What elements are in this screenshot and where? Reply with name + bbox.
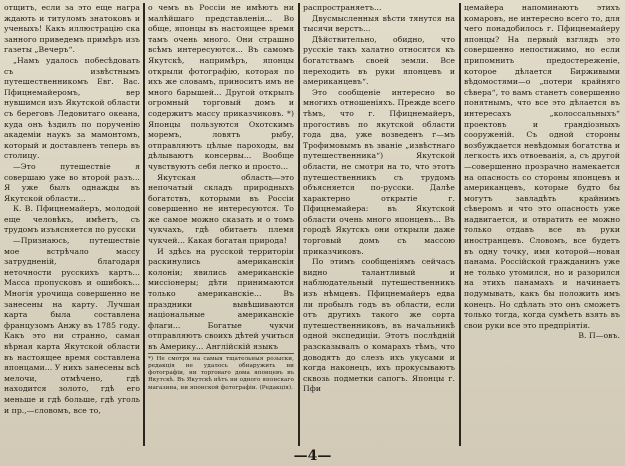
column-1 bbox=[4, 3, 140, 416]
col3-paragraph-3: Дѣйствительно, обидно, что русскіе такъ халатно относятся къ богатствамъ своей земли. Все переходить въ руки японцевъ и американцевъ“. bbox=[303, 34, 455, 87]
editorial-footnote: *) Не смотря на самыя тщательныя розыски, редакція не удалось обнаружить ни фотографіи, ни торговаго дома японцевъ въ Якутскѣ. Въ Якутскѣ нѣтъ ни одного японскаго магазина, ни японской фотографіи. (Редакція). bbox=[148, 353, 294, 392]
col3-paragraph-2: Двусмысленныя вѣсти тянутся на тысячи верстъ... bbox=[303, 13, 455, 34]
col4-paragraph-1: цемайера напоминаютъ этихъ комаровъ, не интересно всего то, для чего понадобилось г. Пфицнемайеру японцы? На первый взглядъ это совершенно непостижимо, но если припомнить предостереженіе, которое дѣлается Бирживыми вѣдомостями—о „потери крайняго сѣвера“, то вамъ станетъ совершенно понятнымъ, что все это дѣлается въ интересахъ „колоссальныхъ“ проектовъ и грандіозныхъ сооруженій. Съ одной стороны возбуждается невѣдомыя богатства и легкость ихъ отвоеванія, а, съ другой—совершенно прозрачно намекается на опасность со стороны японцевъ и американцевъ, которые будто бы могутъ завладѣть крайнимъ сѣверомъ и что это опасность уже надвигается, и отвратить ее можно только отдавъ все въ руки иностранцевъ. Словомъ, все будетъ въ одну точку, имя которой—новая панама. Россійской гражданинъ уже не только утомился, но и разорился на этихъ панамахъ и начинаетъ подумывать, какъ бы положить имъ конецъ. Но сдѣлать это онъ сможетъ только тогда, когда сумѣетъ взять въ свои руки все это предпріятія. bbox=[464, 3, 620, 330]
col1-paragraph-1: отщитъ, если за это еще награ ждають и титуломъ знатоковъ и ученыхъ! Какъ иллюстрацію ска занного приведемъ примѣръ изъ газеты „Вечеръ“. bbox=[4, 3, 140, 55]
col3-paragraph-5: По этимъ сообщеніямъ сейчасъ видно талантливый и наблюдательный путешественникъ изъ нѣмцевъ. Пфицнемайеръ едва ли пробылъ годъ въ области, если отъ другихъ такого же сорта путешественниковъ, въ начальникѣ одной экспедиціи. Этотъ послѣдній разсказывалъ о комарахъ тѣмъ, что доводятъ до слезъ ихъ укусами и когда наконецъ, ихъ прокусываютъ сквозь подметки сапогъ. Японцы г. Пфи bbox=[303, 257, 455, 394]
column-divider bbox=[143, 3, 145, 446]
column-divider bbox=[459, 3, 461, 446]
column-3 bbox=[303, 3, 455, 395]
page-number: —4— bbox=[293, 448, 332, 464]
col1-paragraph-3: —Это путешествіе я совершаю уже во второй разъ... Я уже былъ однажды въ Якутской области... bbox=[4, 161, 140, 203]
column-divider bbox=[298, 3, 300, 446]
col3-paragraph-4: Это сообщеніе интересно во многихъ отношеніяхъ. Прежде всего тѣмъ, что г. Пфицнемайеръ, прогостивъ по якутской области года два, уже возведенъ г—мъ Трофимовымъ въ званіе „извѣстнаго путешественника“) Якутской области, не смотря на то, что этотъ путешественникъ съ трудомъ объясняется по-русски. Далѣе характерно открытіе г. Пфицнемайера: въ Якутской области очень много японцевъ... Въ городѣ Якутскъ они открыли даже торговый домъ съ массою приказчиковъ. bbox=[303, 87, 455, 256]
col1-paragraph-2: „Намъ удалось побесѣдовать съ извѣстнымъ путешественникомъ Евг. Вас. Пфицнемайеромъ, вер нувшимся изъ Якутской области съ береговъ Ледовитаго океана, куда онъ ѣздилъ по порученію академіи наукъ за мамонтомъ, который и доставленъ теперь въ столицу. bbox=[4, 55, 140, 161]
author-signature: В. П—овъ. bbox=[578, 331, 620, 341]
col2-paragraph-1: о чемъ въ Россіи не имѣютъ ни малѣйшаго представленія... Во обще, японцы въ настоящее время тамъ очень много. Они страшно всѣмъ интересуются... Въ самомъ Якутскѣ, напримѣръ, японцы открыли фотографію, которая по ихъ же словамъ, приноситъ имъ не много барышей... Другой открылъ огромный торговый домъ и содержитъ массу приказчиковъ. *) Японцы пользуются Охотскимъ моремъ, ловятъ рыбу, отправляютъ цѣлые пароходы, вы дѣлываютъ консервы... Вообще чувствуютъ себя легко и просто... bbox=[148, 3, 294, 171]
col3-paragraph-1: распространяетъ... bbox=[303, 3, 382, 12]
col1-paragraph-4: К. В. Пфицнемайеръ, молодой еще человѣкъ, имѣетъ, съ трудомъ изъясняется по русски bbox=[4, 204, 140, 235]
col2-paragraph-2: Якутская область—это непочатый складъ природныхъ богатствъ, которыми въ Россіи совершенно не интересуются. То же самое можно сказать и о томъ чукчахъ, гдѣ обитаетъ племя чукчей... Какая богатая природа! bbox=[148, 172, 294, 246]
col1-paragraph-5: —Признаюсь, путешествіе мое встрѣчало массу затрудненій, благодаря неточности русскихъ картъ... Масса пропусковъ и ошибокъ... Многія урочища совершенно не занесены на карту. Лучшая карта была составлена французомъ Анжу въ 1785 году. Какъ это ни странно, самая вѣрная карта Якутской области въ настоящее время составлена японцами... У нихъ занесены всѣ мелочи, отмѣчено, гдѣ находится золото, гдѣ его меньше и гдѣ больше, гдѣ уголь и пр.,—словомъ, все то, bbox=[4, 236, 140, 415]
column-4 bbox=[464, 3, 620, 342]
col2-paragraph-3: И здѣсь на русской территоріи раскинулись американскія колоніи; явились американскіе миссіонеры; дѣти принимаются только американскіе... Въ праздники вывѣшиваются національные американскіе флаги... Богатые чукчи отправляютъ своихъ дѣтей учиться въ Америку... Англійскій языкъ bbox=[148, 246, 294, 351]
column-2 bbox=[148, 3, 294, 392]
